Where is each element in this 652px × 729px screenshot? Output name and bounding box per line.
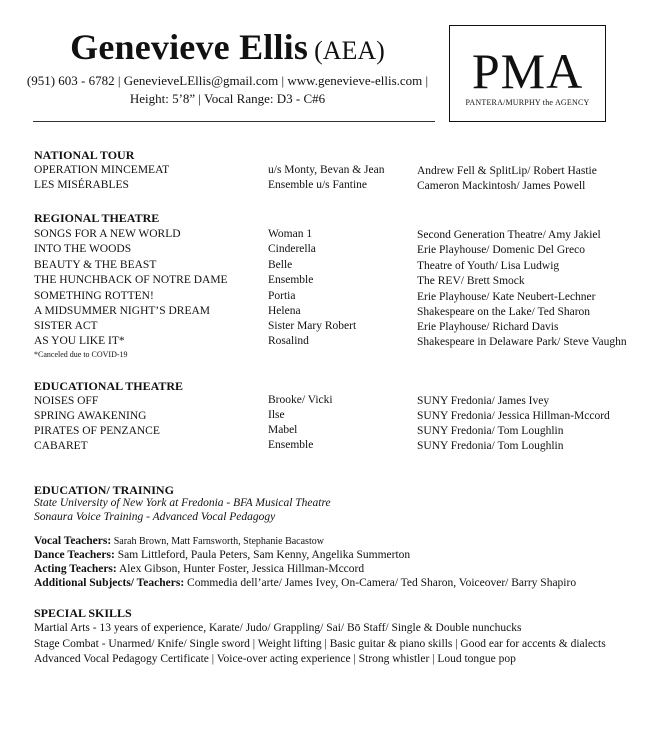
agency-logo <box>449 25 606 122</box>
credit-show: INTO THE WOODS <box>34 243 132 255</box>
credit-role: Brooke/ Vicki <box>268 394 333 406</box>
credit-company: SUNY Fredonia/ James Ivey <box>417 395 550 407</box>
teachers-label: Additional Subjects/ Teachers: <box>34 577 185 589</box>
credit-show: SONGS FOR A NEW WORLD <box>34 228 181 240</box>
credit-show: SPRING AWAKENING <box>34 410 147 422</box>
skills-line: Martial Arts - 13 years of experience, Karate/ Judo/ Grappling/ Sai/ Bō Staff/ Single & Double nunchucks <box>34 622 522 634</box>
contact-line-2: Height: 5’8” | Vocal Range: D3 - C#6 <box>129 91 326 106</box>
credit-show: CABARET <box>34 440 88 452</box>
teachers-list: Commedia dell’arte/ James Ivey, On-Camera/ Ted Sharon, Voiceover/ Barry Shapiro <box>184 577 577 589</box>
credit-show: NOISES OFF <box>34 395 99 407</box>
teachers-line-vocal <box>34 534 324 549</box>
agency-name: PANTERA/MURPHY the AGENCY <box>465 98 590 107</box>
section-heading-educational-theatre: EDUCATIONAL THEATRE <box>34 379 184 393</box>
credit-company: Erie Playhouse/ Domenic Del Greco <box>417 244 585 256</box>
skills-line: Advanced Vocal Pedagogy Certificate | Voice-over acting experience | Strong whistler | Loud tongue pop <box>34 653 516 665</box>
credit-show: A MIDSUMMER NIGHT’S DREAM <box>34 305 211 317</box>
teachers-label: Dance Teachers: <box>34 549 115 561</box>
credit-role: Ilse <box>268 409 285 421</box>
teachers-line-dance <box>34 548 410 562</box>
teachers-list: Sarah Brown, Matt Farnsworth, Stephanie Bacastow <box>111 536 324 547</box>
education-training: Sonaura Voice Training - Advanced Vocal Pedagogy <box>34 511 276 523</box>
teachers-line-acting <box>34 562 364 576</box>
credit-company: Theatre of Youth/ Lisa Ludwig <box>417 260 560 272</box>
credit-company: SUNY Fredonia/ Tom Loughlin <box>417 440 564 452</box>
section-heading-education: EDUCATION/ TRAINING <box>34 483 174 497</box>
credit-show: OPERATION MINCEMEAT <box>34 164 170 176</box>
credit-role: Helena <box>268 305 301 317</box>
credit-company: Cameron Mackintosh/ James Powell <box>417 180 586 192</box>
credit-role: Ensemble <box>268 274 314 286</box>
credit-role: Rosalind <box>268 335 309 347</box>
header-divider <box>33 121 435 122</box>
section-heading-national-tour: NATIONAL TOUR <box>34 148 135 162</box>
credit-role: Sister Mary Robert <box>268 320 357 332</box>
credit-role: Ensemble <box>268 439 314 451</box>
teachers-label: Acting Teachers: <box>34 563 117 575</box>
contact-line-1: (951) 603 - 6782 | GenevieveLEllis@gmail.com | www.genevieve-ellis.com | <box>26 73 429 88</box>
credit-role: Mabel <box>268 424 298 436</box>
credit-company: SUNY Fredonia/ Jessica Hillman-Mccord <box>417 410 610 422</box>
credit-show: PIRATES OF PENZANCE <box>34 425 160 437</box>
agency-logo-text: PMA <box>471 43 584 99</box>
union-affiliation: (AEA) <box>314 36 385 65</box>
credit-company: Shakespeare in Delaware Park/ Steve Vaughn <box>417 336 627 348</box>
teachers-list: Sam Littleford, Paula Peters, Sam Kenny, Angelika Summerton <box>114 549 411 561</box>
skills-line: Stage Combat - Unarmed/ Knife/ Single sword | Weight lifting | Basic guitar & piano skills | Good ear for accents & dialects <box>34 638 606 650</box>
covid-footnote: *Canceled due to COVID-19 <box>34 350 128 359</box>
section-heading-special-skills: SPECIAL SKILLS <box>34 606 132 620</box>
credit-company: Erie Playhouse/ Kate Neubert-Lechner <box>417 291 596 303</box>
credit-show: AS YOU LIKE IT* <box>34 335 125 347</box>
credit-company: The REV/ Brett Smock <box>417 275 525 287</box>
credit-show: SOMETHING ROTTEN! <box>34 290 154 302</box>
performer-name: Genevieve Ellis <box>70 27 309 67</box>
credit-company: Shakespeare on the Lake/ Ted Sharon <box>417 306 591 318</box>
teachers-line-additional <box>34 576 576 590</box>
credit-company: Second Generation Theatre/ Amy Jakiel <box>417 229 601 241</box>
credit-role: Portia <box>268 290 296 302</box>
section-heading-regional-theatre: REGIONAL THEATRE <box>34 211 160 225</box>
resume-name-line <box>0 26 455 68</box>
education-degree: State University of New York at Fredonia - BFA Musical Theatre <box>34 497 331 509</box>
credit-role: u/s Monty, Bevan & Jean <box>268 164 385 176</box>
credit-company: SUNY Fredonia/ Tom Loughlin <box>417 425 564 437</box>
credit-role: Woman 1 <box>268 228 313 240</box>
teachers-list: Alex Gibson, Hunter Foster, Jessica Hillman-Mccord <box>116 563 365 575</box>
credit-company: Erie Playhouse/ Richard Davis <box>417 321 559 333</box>
credit-company: Andrew Fell & SplitLip/ Robert Hastie <box>417 165 597 177</box>
credit-show: THE HUNCHBACK OF NOTRE DAME <box>34 274 228 286</box>
teachers-label: Vocal Teachers: <box>34 535 112 547</box>
credit-show: LES MISÉRABLES <box>34 179 129 191</box>
credit-show: BEAUTY & THE BEAST <box>34 259 157 271</box>
credit-role: Belle <box>268 259 293 271</box>
credit-role: Ensemble u/s Fantine <box>268 179 368 191</box>
credit-role: Cinderella <box>268 243 316 255</box>
credit-show: SISTER ACT <box>34 320 98 332</box>
